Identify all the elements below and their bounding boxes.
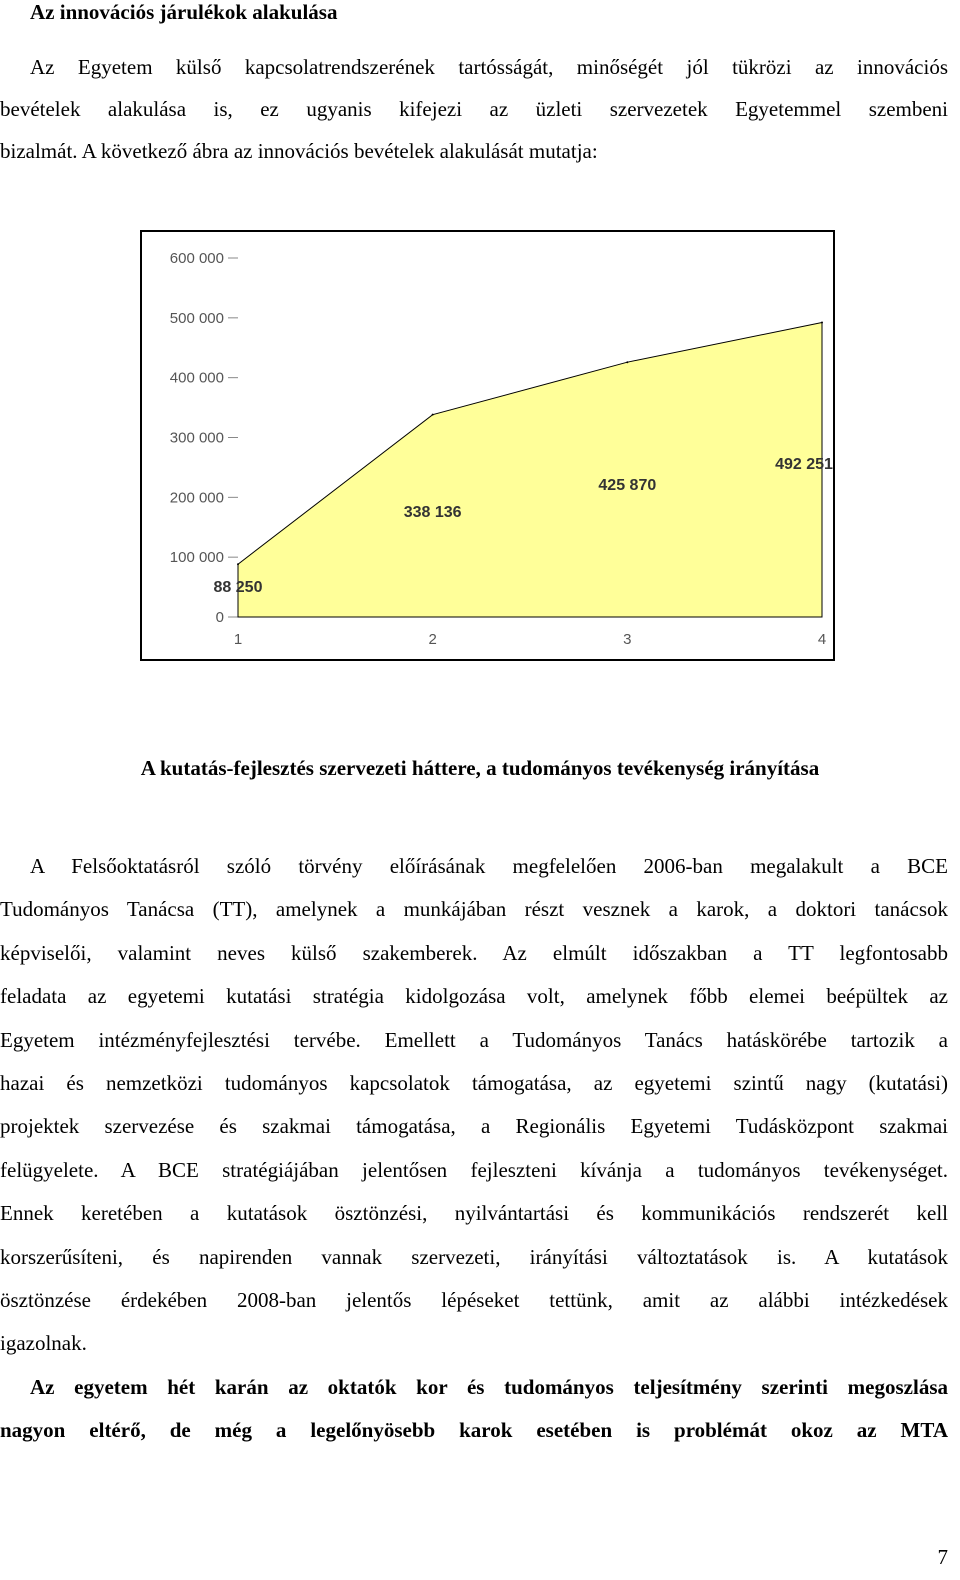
y-tick-label: 0 xyxy=(215,609,224,626)
body-line: képviselői, valamint neves külső szakemberek. Az elmúlt időszakban a TT legfontosabb xyxy=(0,940,948,965)
section-heading-2: A kutatás-fejlesztés szervezeti háttere, a tudományos tevékenység irányítása xyxy=(140,756,820,780)
data-point xyxy=(237,563,239,565)
x-tick-label: 1 xyxy=(233,631,243,648)
data-label: 492 251 xyxy=(775,456,833,473)
data-label: 425 870 xyxy=(598,477,657,494)
data-point xyxy=(432,414,434,416)
body-paragraph xyxy=(0,845,948,1366)
data-point xyxy=(626,361,628,363)
body-line: korszerűsíteni, és napirenden vannak szervezeti, irányítási változtatások is. A kutatások xyxy=(0,1244,948,1269)
x-tick-label: 3 xyxy=(623,631,632,648)
body-line: Tudományos Tanácsa (TT), amelynek a munkájában részt vesznek a karok, a doktori tanácsok xyxy=(0,897,948,922)
intro-line: bevételek alakulása is, ez ugyanis kifejezi az üzleti szervezetek Egyetemmel szembeni xyxy=(0,97,948,121)
body-line: Egyetem intézményfejlesztési tervébe. Emellett a Tudományos Tanács hatáskörébe tartozik a xyxy=(0,1027,948,1052)
bold-line: Az egyetem hét karán az oktatók kor és tudományos teljesítmény szerinti megoszlása xyxy=(30,1375,948,1399)
body-line: feladata az egyetemi kutatási stratégia kidolgozása volt, amelynek főbb elemei beépültek az xyxy=(0,984,948,1009)
innovation-revenue-chart xyxy=(140,230,835,661)
intro-line: Az Egyetem külső kapcsolatrendszerének tartósságát, minőségét jól tükrözi az innovációs xyxy=(30,55,948,79)
body-line: projektek szervezése és szakmai támogatása, a Regionális Egyetemi Tudásközpont szakmai xyxy=(0,1114,948,1139)
x-tick-label: 4 xyxy=(817,631,827,648)
body-line: igazolnak. xyxy=(0,1331,87,1356)
y-tick-label: 400 000 xyxy=(169,369,224,387)
body-line: A Felsőoktatásról szóló törvény előírásának megfelelően 2006-ban megalakult a BCE xyxy=(30,854,948,878)
body-line: ösztönzése érdekében 2008-ban jelentős lépéseket tettünk, amit az alábbi intézkedések xyxy=(0,1287,948,1312)
section-heading: Az innovációs járulékok alakulása xyxy=(30,0,338,24)
intro-line: bizalmát. A következő ábra az innovációs bevételek alakulását mutatja: xyxy=(0,139,598,163)
y-tick-label: 600 000 xyxy=(169,250,224,267)
x-tick-label: 2 xyxy=(428,631,437,648)
y-tick-label: 500 000 xyxy=(169,309,224,327)
data-label: 338 136 xyxy=(403,504,462,521)
intro-paragraph xyxy=(0,46,948,172)
data-point xyxy=(821,321,823,323)
y-tick-label: 100 000 xyxy=(169,549,224,567)
body-line: hazai és nemzetközi tudományos kapcsolatok támogatása, az egyetemi szintű nagy (kutatási) xyxy=(0,1070,948,1095)
y-tick-label: 300 000 xyxy=(169,429,224,447)
page-number: 7 xyxy=(937,1545,948,1569)
body-line: felügyelete. A BCE stratégiájában jelentősen fejleszteni kívánja a tudományos tevékenységet. xyxy=(0,1157,948,1182)
bold-paragraph xyxy=(0,1366,948,1453)
y-tick-label: 200 000 xyxy=(169,489,224,507)
area-series xyxy=(238,322,822,617)
data-label: 88 250 xyxy=(213,579,263,596)
body-line: Ennek keretében a kutatások ösztönzési, nyilvántartási és kommunikációs rendszerét kell xyxy=(0,1201,948,1226)
chart-svg xyxy=(142,232,837,663)
bold-line: nagyon eltérő, de még a legelőnyösebb karok esetében is problémát okoz az MTA xyxy=(0,1418,948,1443)
